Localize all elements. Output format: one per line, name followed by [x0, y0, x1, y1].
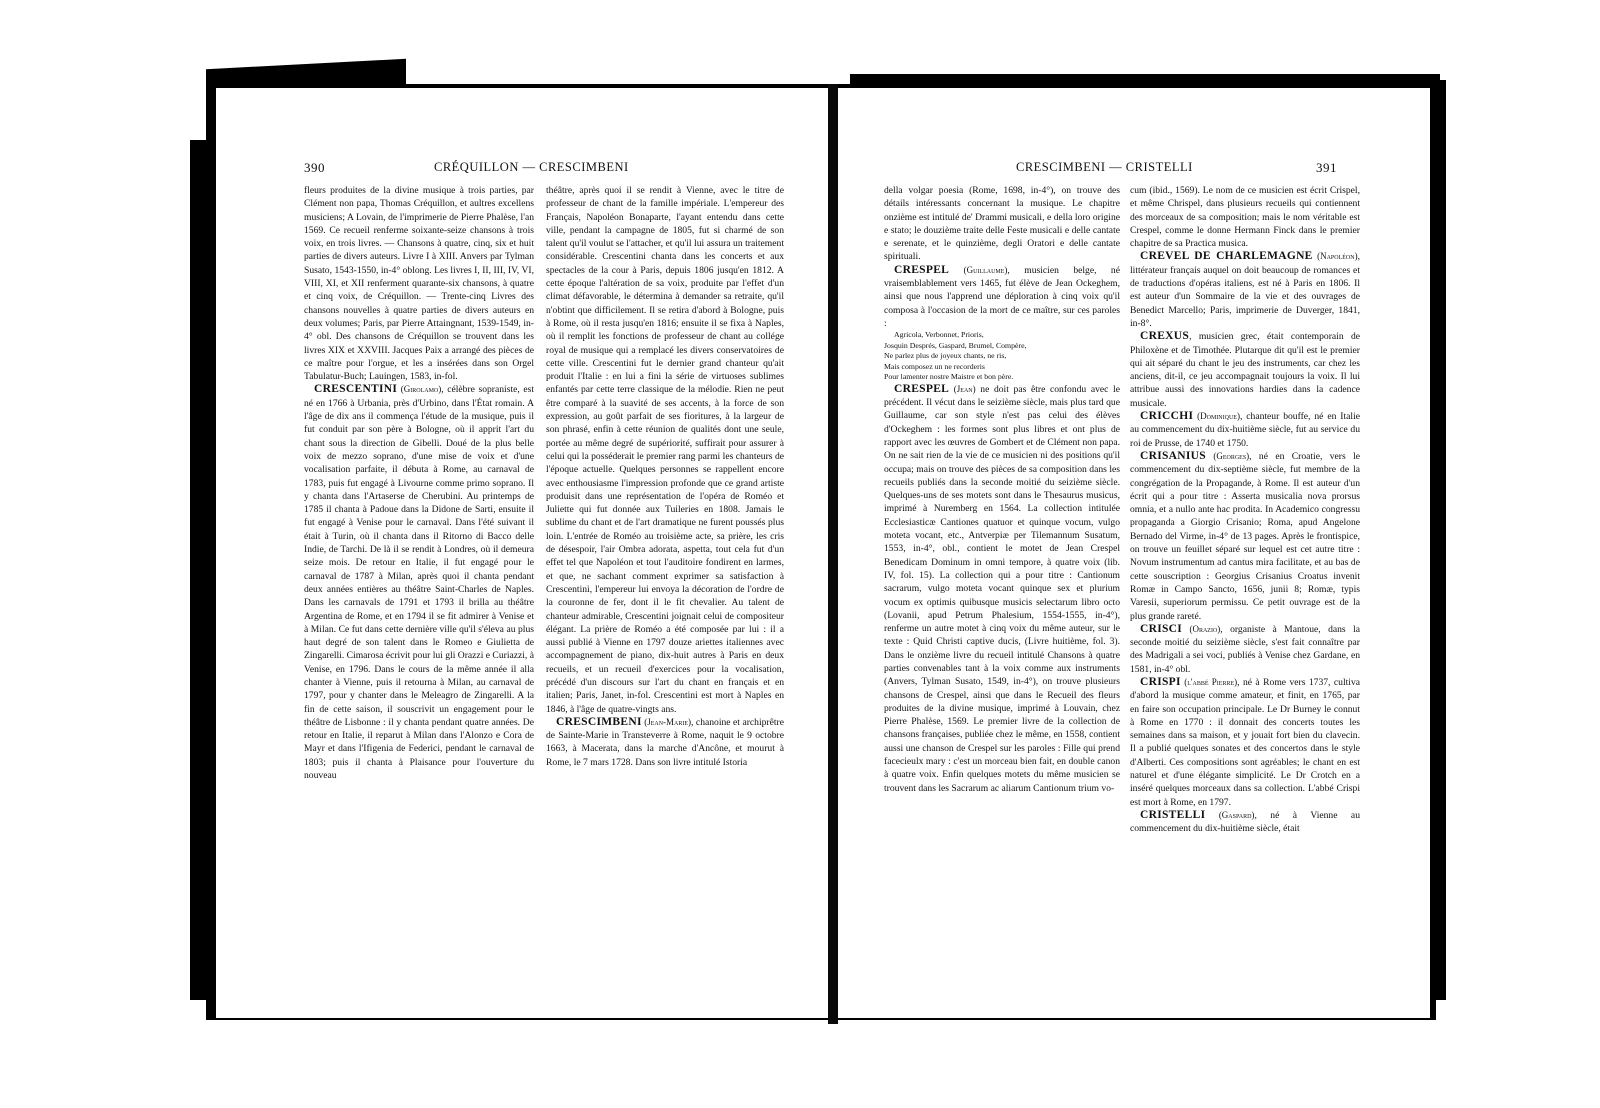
- dictionary-entry: [884, 264, 1120, 330]
- entry-text: , littérateur français auquel on doit beaucoup de romances et de traductions d'opéras italiens, est né à Paris en 1806. Il est auteur d'un Sommaire de la vie et des ouvrages de Benedict Marcello; Paris, imprimerie de Duverger, 1841, in-8°.: [1130, 251, 1360, 329]
- entry-given-name: (Orazio): [1189, 623, 1221, 634]
- dictionary-entry: [304, 383, 534, 782]
- running-head-title: CRESCIMBENI — CRISTELLI: [1016, 160, 1193, 174]
- entry-text: , chanteur bouffe, né en Italie au commencement du dix-huitième siècle, fut au service du roi de Prusse, de 1740 et 1750.: [1130, 411, 1360, 449]
- dictionary-entry: [1130, 809, 1360, 836]
- dictionary-entry: [884, 383, 1120, 795]
- quoted-verse: Agricola, Verbonnet, Prioris, Josquin Després, Gaspard, Brumel, Compère, Ne parlez plus de joyeux chants, ne ris, Mais composez un ne recorderis Pour lamenter nostre Maistre et bon père.: [884, 330, 1027, 382]
- entry-given-name: (l'abbé Pierre): [1184, 676, 1238, 687]
- dictionary-entry: [1130, 330, 1360, 410]
- entry-given-name: (Napoléon): [1317, 251, 1358, 262]
- running-head-title: CRÉQUILLON — CRESCIMBENI: [434, 160, 629, 174]
- left-page-column-1: [304, 184, 534, 782]
- dictionary-entry: [1130, 676, 1360, 809]
- entry-text: , chanoine et archiprêtre de Sainte-Marie in Transteverre à Rome, naquit le 9 octobre 1663, à Macerata, dans la marche d'Ancône, et mourut à Rome, le 7 mars 1728. Dans son livre intitulé Istoria: [546, 716, 784, 768]
- entry-headword: CREVEL DE CHARLEMAGNE: [1140, 250, 1313, 263]
- entry-text: , musicien belge, né vraisemblablement vers 1465, fut élève de Jean Ockeghem, ainsi que nous l'apprend une déploration à cinq voix qu'il composa à l'occasion de la mort de ce maître, sur ces paroles :: [884, 264, 1120, 329]
- dictionary-entry: [1130, 250, 1360, 330]
- entry-headword: CRICCHI: [1140, 410, 1194, 423]
- right-page: [838, 88, 1430, 1018]
- dictionary-entry: [1130, 450, 1360, 623]
- entry-text: , né à Rome vers 1737, cultiva d'abord la musique comme amateur, et finit, en 1765, par en faire son occupation principale. Le Dr Burney le connut à Rome en 1770 : il donnait des concerts toutes les semaines dans sa maison, et y jouait fort bien du clavecin. Il a publié quelques sonates et des concertos dans le style d'Alberti. Ces compositions sont agréables; le chant en est naturel et d'une élégante simplicité. Le Dr Crotch en a inséré quelques morceaux dans sa collection. L'abbé Crispi est mort à Rome, en 1797.: [1130, 676, 1360, 808]
- right-page-column-1: [884, 184, 1120, 795]
- continued-paragraph: della volgar poesia (Rome, 1698, in-4°), on trouve des détails intéressants concernant la musique. Le chapitre onzième est intitulé de' Drammi musicali, e della loro origine e stato; le douzième traite delle Feste musicali e delle cantate e serenate, et le quinzième, degli Oratori e delle cantate spirituali.: [884, 185, 1120, 263]
- entry-headword: CRISPI: [1140, 675, 1181, 688]
- entry-text: , né en Croatie, vers le commencement du dix-septième siècle, fut membre de la congrégation de la Propagande, à Rome. Il est auteur d'un écrit qui a pour titre : Asserta musicalia nova prorsus omnia, et a nullo ante hac prodita. In Academico congressu propaganda a Giorgio Crisanio; Roma, apud Angelone Bernado del Virme, in-4° de 13 pages. Après le frontispice, on trouve un feuillet séparé sur lequel est cet autre titre : Novum instrumentum ad cantus mira facilitate, et au bas de cette souscription : Georgius Crisanius Croatus invenit Romæ in Campo Sancto, 1656, junii 8; Romæ, typis Varesii, superiorum permissu. Ce petit ouvrage est de la plus grande rareté.: [1130, 450, 1360, 622]
- entry-text: , organiste à Mantoue, dans la seconde moitié du seizième siècle, s'est fait connaître par des Madrigali a sei voci, publiés à Venise chez Gardane, en 1581, in-4° obl.: [1130, 623, 1360, 675]
- entry-headword: CRISTELLI: [1140, 808, 1206, 821]
- dictionary-entry: [1130, 623, 1360, 676]
- entry-given-name: (Georges): [1213, 450, 1250, 461]
- entry-headword: CRESPEL: [894, 263, 950, 276]
- book-gutter: [828, 84, 838, 1024]
- entry-given-name: (Gaspard): [1218, 809, 1255, 820]
- dictionary-entry: [546, 716, 784, 769]
- entry-given-name: (Guillaume): [963, 264, 1008, 275]
- entry-given-name: (Jean-Marie): [644, 716, 692, 727]
- entry-given-name: (Girolamo): [400, 384, 442, 395]
- entry-given-name: (Jean): [953, 383, 976, 394]
- entry-headword: CRESCIMBENI: [556, 715, 642, 728]
- continued-paragraph: cum (ibid., 1569). Le nom de ce musicien est écrit Crispel, et même Chrispel, dans plusieurs recueils qui contiennent des morceaux de sa composition; mais le nom véritable est Crespel, comme le donne Hermann Finck dans le premier chapitre de sa Practica musica.: [1130, 185, 1360, 250]
- page-number: 390: [304, 160, 325, 175]
- entry-headword: CRESPEL: [894, 382, 950, 395]
- left-page-column-2: [546, 184, 784, 769]
- entry-headword: CRESCENTINI: [314, 383, 398, 396]
- right-page-column-2: [1130, 184, 1360, 836]
- entry-text: , célèbre sopraniste, est né en 1766 à Urbania, près d'Urbino, dans l'État romain. A l'âge de dix ans il commença l'étude de la musique, puis il fut conduit par son père à Bologne, où il apprit l'art du chant sous la direction de Gibelli. Doué de la plus belle voix de mezzo soprano, d'une mise de voix et d'une vocalisation parfaite, il débuta à Rome, au carnaval de 1783, puis fut engagé à Livourne comme primo soprano. Il y chanta dans l'Artaserse de Cherubini. Au printemps de 1785 il chanta à Padoue dans la Didone de Sarti, ensuite il fut engagé à Venise pour le carnaval. Dans l'été suivant il était à Turin, où il chanta dans il Ritorno di Bacco delle Indie, de Tarchi. De là il se rendit à Londres, où il demeura seize mois. De retour en Italie, il fut engagé pour le carnaval de 1787 à Milan, après quoi il chanta pendant deux années entières au théâtre Saint-Charles de Naples. Dans les carnavals de 1791 et 1793 il brilla au théâtre Argentina de Rome, et en 1794 il se fit admirer à Venise et à Milan. Ce fut dans cette dernière ville qu'il s'éleva au plus haut degré de son talent dans le Romeo e Giulietta de Zingarelli. Cimarosa écrivit pour lui gli Orazzi e Curiazzi, à Venise, en 1796. Dans le cours de la même année il alla chanter à Vienne, puis il retourna à Milan, au carnaval de 1797, pour y chanter dans le Meleagro de Zingarelli. A la fin de cette saison, il souscrivit un engagement pour le théâtre de Lisbonne : il y chanta pendant quatre années. De retour en Italie, il reparut à Milan dans l'Alonzo e Cora de Mayr et dans l'Ifigenia de Federici, pendant le carnaval de 1803; puis il chanta à Plaisance pour l'ouverture du nouveau: [304, 384, 534, 782]
- entry-text: ne doit pas être confondu avec le précédent. Il vécut dans le seizième siècle, mais plus tard que Guillaume, car son style n'est pas celui des élèves d'Ockeghem : les formes sont plus libres et ont plus de rapport avec les œuvres de Gombert et de Clément non papa. On ne sait rien de la vie de ce musicien ni des positions qu'il occupa; mais on trouve des pièces de sa composition dans les recueils publiés dans la seconde moitié du seizième siècle. Quelques-uns de ses motets sont dans le Thesaurus musicus, imprimé à Nuremberg en 1564. La collection intitulée Ecclesiasticæ Cantiones quatuor et quinque vocum, vulgo moteta vocant, etc., Antverpiæ per Tilemannum Susatum, 1553, in-4°, obl., contient le motet de Jean Crespel Benedicam Dominum in omni tempore, à quatre voix (lib. IV, fol. 15). La collection qui a pour titre : Cantionum sacrarum, vulgo moteta vocant quinque sex et plurium vocum ex optimis quibusque musicis selectarum libro octo (Lovanii, apud Petrum Phalesium, 1554-1555, in-4°), renferme un autre motet à cinq voix du même auteur, sur le texte : Quid Christi captive ducis, (Livre huitième, fol. 3). Dans le onzième livre du recueil intitulé Chansons à quatre parties convenables tant à la voix comme aux instruments (Anvers, Tylman Susato, 1549, in-4°), on trouve plusieurs chansons de Crespel, ainsi que dans le Recueil des fleurs produites de la divine musique, imprimé à Louvain, chez Pierre Phalèse, 1569. Le premier livre de la collection de chansons françaises, publiée chez le même, en 1558, contient aussi une chanson de Crespel sur les paroles : Fille qui prend facecieulx mary : c'est un morceau bien fait, en double canon à quatre voix. Enfin quelques motets du même musicien se trouvent dans les Sacrarum ac aliarum Cantionum trium vo-: [884, 383, 1120, 794]
- continued-paragraph: théâtre, après quoi il se rendit à Vienne, avec le titre de professeur de chant de la famille impériale. L'empereur des Français, Napoléon Bonaparte, l'ayant entendu dans cette ville, pendant la campagne de 1805, fut si charmé de son talent qu'il voulut se l'attacher, et qu'il lui assura un traitement considérable. Crescentini chanta dans les concerts et aux spectacles de la cour à Paris, depuis 1806 jusqu'en 1812. A cette époque l'altération de sa voix, produite par l'effet d'un climat défavorable, le détermina à demander sa retraite, qu'il n'obtint que difficilement. Il se retira d'abord à Bologne, puis à Rome, où il resta jusqu'en 1816; ensuite il se fixa à Naples, où il remplit les fonctions de professeur de chant au collége royal de musique qui a remplacé les divers conservatoires de cette ville. Crescentini fut le dernier grand chanteur qu'ait produit l'Italie : en lui a fini la série de virtuoses sublimes enfantés par cette terre classique de la mélodie. Rien ne peut être comparé à la suavité de ses accents, à la force de son expression, au goût parfait de ses fioritures, à la largeur de son phrasé, enfin à cette réunion de qualités dont une seule, portée au même degré de supériorité, suffirait pour assurer à celui qui la posséderait le premier rang parmi les chanteurs de l'époque actuelle. Quelques personnes se rappellent encore avec enthousiasme l'impression profonde que ce grand artiste produisit dans une représentation de l'opéra de Roméo et Juliette qui fut donnée aux Tuileries en 1808. Jamais le sublime du chant et de l'art dramatique ne furent poussés plus loin. L'entrée de Roméo au troisième acte, sa prière, les cris de désespoir, l'air Ombra adorata, aspetta, tout cela fut d'un effet tel que Napoléon et tout l'auditoire fondirent en larmes, et que, ne sachant comment exprimer sa satisfaction à Crescentini, l'empereur lui envoya la décoration de l'ordre de la couronne de fer, dont il le fit chevalier. Au talent de chanteur admirable, Crescentini joignait celui de compositeur élégant. La prière de Roméo a été composée par lui : il a aussi publié à Vienne en 1797 douze ariettes italiennes avec accompagnement de piano, dix-huit autres à Paris en deux recueils, et un recueil d'exercices pour la vocalisation, précédé d'un discours sur l'art du chant en français et en italien; Paris, Janet, in-fol. Crescentini est mort à Naples en 1846, à l'âge de quatre-vingts ans.: [546, 185, 784, 715]
- dictionary-entry: [1130, 410, 1360, 450]
- entry-headword: CRISCI: [1140, 622, 1183, 635]
- entry-headword: CREXUS: [1140, 330, 1190, 343]
- entry-text: , né à Vienne au commencement du dix-huitième siècle, était: [1130, 809, 1360, 835]
- entry-headword: CRISANIUS: [1140, 449, 1206, 462]
- continued-paragraph: fleurs produites de la divine musique à trois parties, par Clément non papa, Thomas Créquillon, et aultres excellens musiciens; A Lovain, de l'imprimerie de Pierre Phalèse, l'an 1569. Ce recueil renferme soixante-seize chansons à trois voix, en trois livres. — Chansons à quatre, cinq, six et huit parties de divers auteurs. Livre I à XIII. Anvers par Tylman Susato, 1543-1550, in-4° oblong. Les livres I, II, III, IV, VI, VIII, XI, et XII renferment quarante-six chansons, à quatre et cinq voix, de Créquillon. — Trente-cinq Livres des chansons nouvelles à quatre parties de divers auteurs en deux volumes; Paris, par Pierre Attaingnant, 1539-1549, in-4° obl. Des chansons de Créquillon se trouvent dans les livres XIX et XXVIII. Jacques Paix a arrangé des pièces de ce maître pour l'orgue, et les a insérées dans son Orgel Tabulatur-Buch; Lauingen, 1583, in-fol.: [304, 185, 534, 383]
- entry-given-name: (Dominique): [1197, 411, 1240, 422]
- entry-text: , musicien grec, était contemporain de Philoxène et de Timothée. Plutarque dit qu'il est le premier qui ait séparé du chant le jeu des instruments, car chez les anciens, dit-il, ce jeu accompagnait toujours la voix. Il lui attribue aussi des innovations hardies dans la cadence musicale.: [1130, 331, 1360, 409]
- page-number: 391: [1316, 160, 1337, 175]
- left-page: [216, 88, 828, 1018]
